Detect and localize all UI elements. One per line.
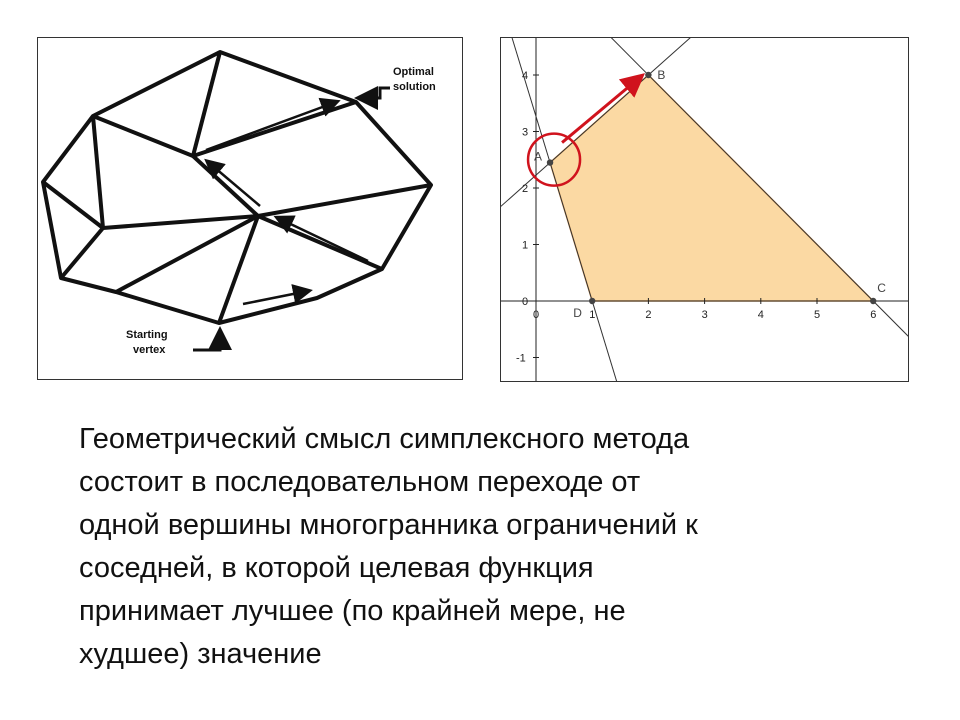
y-tick-label: 2 <box>522 183 529 195</box>
caption-line: принимает лучшее (по крайней мере, не <box>79 595 626 627</box>
path-arrows <box>206 102 368 304</box>
vertex-point <box>870 298 876 304</box>
feasible-region-chart <box>500 37 909 382</box>
vertex-label: A <box>534 149 543 164</box>
caption-line: одной вершины многогранника ограничений к <box>79 509 698 541</box>
y-tick-label: 4 <box>522 70 529 82</box>
vertex-point <box>645 72 651 78</box>
vertex-label: B <box>657 68 666 82</box>
chart-svg <box>501 38 908 381</box>
caption-text <box>79 418 899 676</box>
x-tick-label: 0 <box>533 309 540 321</box>
y-tick-label: -1 <box>516 352 526 365</box>
x-tick-label: 5 <box>814 309 821 321</box>
x-tick-label: 1 <box>589 309 596 321</box>
x-tick-label: 3 <box>701 309 708 321</box>
x-tick-label: 4 <box>757 309 764 321</box>
y-tick-label: 0 <box>522 296 529 308</box>
vertex-point <box>589 298 595 304</box>
optimal-label-line2: solution <box>393 81 436 93</box>
x-tick-label: 2 <box>645 309 652 321</box>
vertex-label: C <box>877 281 886 295</box>
caption-line: состоит в последовательном переходе от <box>79 466 641 498</box>
polyhedron-svg <box>38 38 462 379</box>
x-tick-label: 6 <box>870 309 877 321</box>
vertex-point <box>547 159 553 165</box>
feasible-region <box>550 75 873 301</box>
optimal-label-line1: Optimal <box>393 66 434 78</box>
vertex-label: D <box>573 306 582 320</box>
caption-line: соседней, в которой целевая функция <box>79 552 594 584</box>
caption-line: худшее) значение <box>79 638 322 670</box>
polyhedron-figure <box>37 37 463 380</box>
y-tick-label: 1 <box>522 239 529 252</box>
caption-line: Геометрический смысл симплексного метода <box>79 423 690 455</box>
y-tick-label: 3 <box>522 126 529 139</box>
start-label-line1: Starting <box>126 329 168 341</box>
start-label-line2: vertex <box>133 344 166 356</box>
